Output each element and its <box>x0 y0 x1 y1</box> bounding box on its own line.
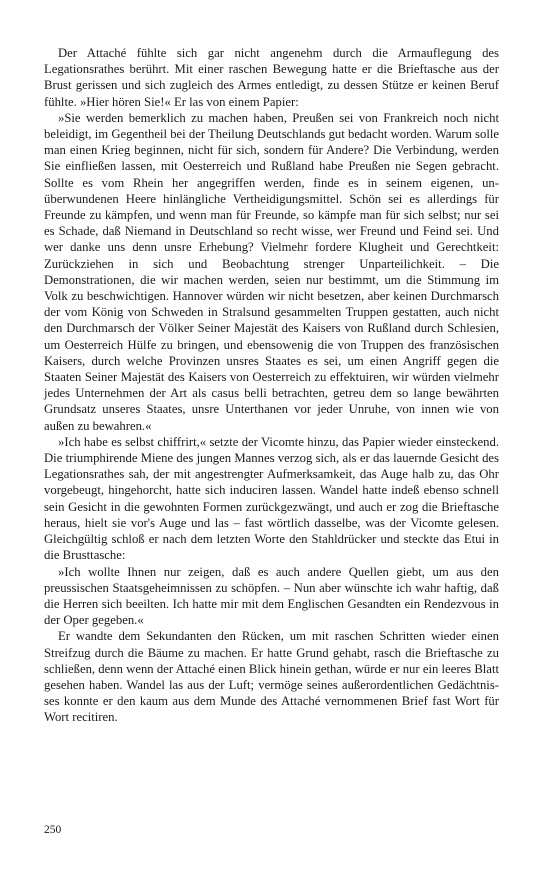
paragraph-2: »Sie werden bemerklich zu machen haben, Preußen sei von Frankreich noch nicht beleidigt, im Gegentheil bei der Theilung Deutschlands gut bedacht worden. Warum solle man einen Krieg beginnen, nicht für sich, sondern für Andere? Die Verbindung, werden Sie einfließen lassen, mit Oesterreich und Rußland habe Preußen nie Segen gebracht. Sollte es vom Rhein her angegriffen werden, finde es in seinem eigenen, unüberwundenen Heere hinlängliche Vertheidigungsmittel. Schön sei es allerdings für Freunde zu kämpfen, und wenn man für Freunde, so kämpfe man für sich selbst; nur sei es Schade, daß Niemand in Deutschland so recht wisse, wer Freund und Feind sei. Und wer danke uns denn unsre Erhebung? Vielmehr fordere Klugheit und Gerechtkeit: Zurückziehen in sich und Beobachtung strenger Unparteilichkeit. – Die Demonstrationen, die wir machen werden, seien nur bestimmt, um die Stimmung im Volk zu beschwichtigen. Hannover würden wir nicht besetzen, aber keinen Durchmarsch der vom König von Schweden in Stralsund gesammelten Truppen gestatten, auch nicht den Durchmarsch der Völker Seiner Majestät des Kaisers von Rußland durch Schlesien, um Oesterreich Hülfe zu bringen, und ebensowenig die von Truppen des französischen Kaisers, durch welche Provinzen unsres Staates es sei, um einen Angriff gegen die Staaten Seiner Majestät des Kaisers von Oesterreich zu effektuiren, wir würden vielmehr jedes Unternehmen der Art als casus belli betrachten, getreu dem so lange bewährten Grundsatz unseres Staates, unsre Unterthanen vor jeder Unruhe, von innen wie von außen zu bewahren.« <box>44 110 499 433</box>
paragraph-3: »Ich habe es selbst chiffrirt,« setzte der Vicomte hinzu, das Papier wieder einsteckend. Die triumphirende Miene des jungen Mannes verzog sich, als er das lauernde Gesicht des Legationsrathes sah, der mit angestrengter Aufmerksamkeit, das Auge halb zu, das Ohr vorgebeugt, hingehorcht, hatte sich induciren lassen. Wandel hatte indeß ebenso schnell sein Gesicht in die gewohnten Formen zurückgezwängt, und auch er zog die Brieftasche heraus, hielt sie vor's Auge und las – fast wörtlich dasselbe, was der Vicomte gelesen. Gleichgültig schloß er nach dem letzten Worte den Stahldrücker und steckte das Etui in die Brusttasche: <box>44 434 499 563</box>
paragraph-1: Der Attaché fühlte sich gar nicht angenehm durch die Armauflegung des Legationsrathes berührt. Mit einer raschen Bewegung hatte er die Brieftasche aus der Brust gerissen und sich zugleich des Armes entledigt, zu dessen Stütze er keinen Beruf fühlte. »Hier hören Sie!« Er las von einem Papier: <box>44 46 499 109</box>
body-text <box>44 45 499 726</box>
book-page <box>44 45 499 726</box>
page-number: 250 <box>44 824 62 836</box>
paragraph-5: Er wandte dem Sekundanten den Rücken, um mit raschen Schritten wieder einen Streifzug durch die Bäume zu machen. Er hatte Grund gehabt, rasch die Brieftasche zu schließen, denn wenn der Attaché einen Blick hinein gethan, würde er nur ein leeres Blatt gesehen haben. Wandel las aus der Luft; vermöge seines außerordentlichen Gedächtnisses konnte er den kaum aus dem Munde des Attaché vernommenen Brief fast Wort für Wort recitiren. <box>44 629 499 725</box>
paragraph-4: »Ich wollte Ihnen nur zeigen, daß es auch andere Quellen giebt, um aus den preussischen Staatsgeheimnissen zu schöpfen. – Nun aber wünschte ich wahr haftig, daß die Herren sich beeilten. Ich hatte mir mit dem Englischen Gesandten ein Rendezvous in der Oper gegeben.« <box>44 564 499 628</box>
